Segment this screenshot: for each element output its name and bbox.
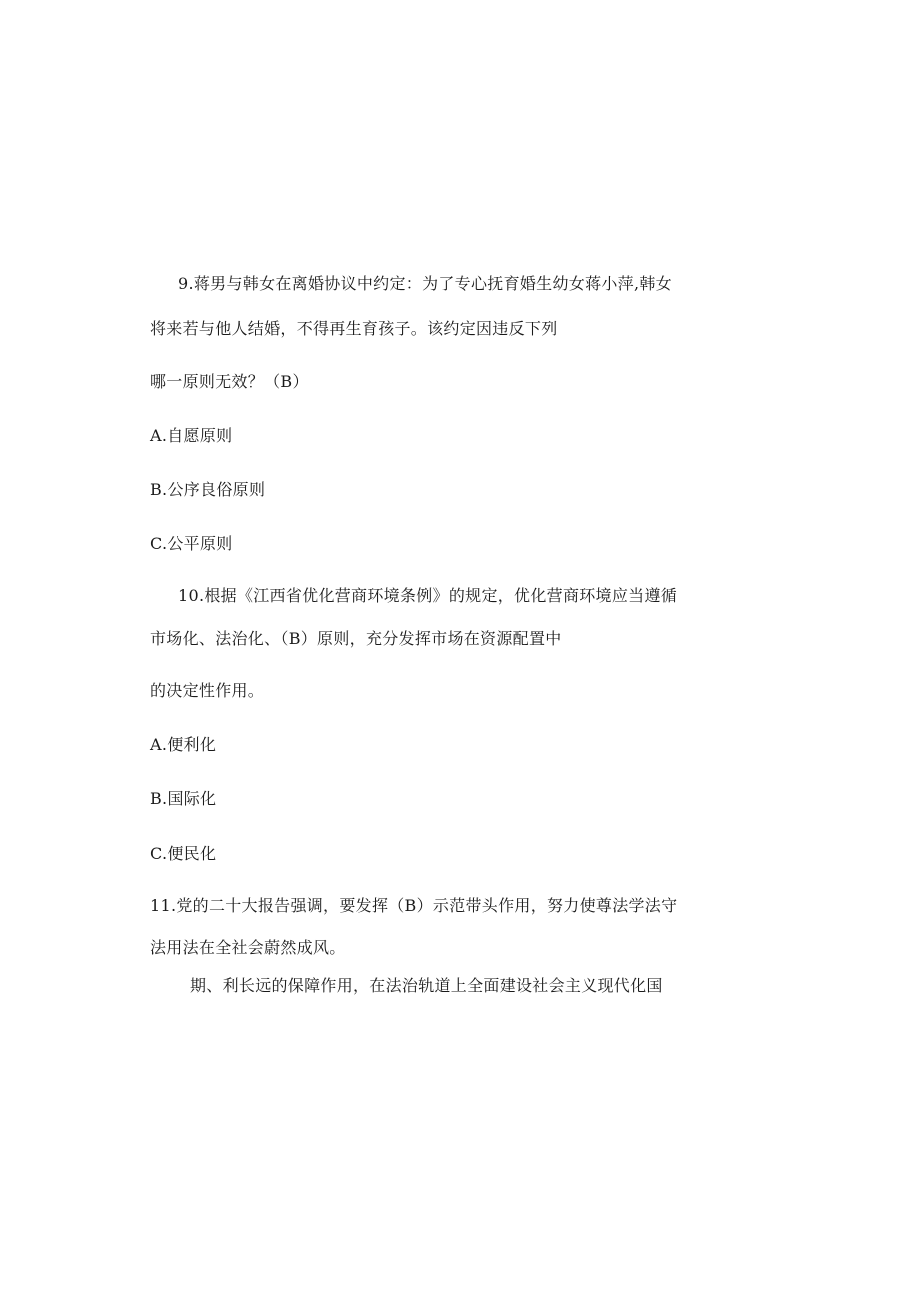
question-10-option-c: C.便民化 (150, 844, 217, 863)
trailing-text-line: 期、利长远的保障作用，在法治轨道上全面建设社会主义现代化国 (190, 976, 663, 995)
question-10-line-3: 的决定性作用。 (150, 681, 265, 700)
question-10-line-1: 10.根据《江西省优化营商环境条例》的规定，优化营商环境应当遵循 (178, 586, 678, 605)
question-10-option-a: A.便利化 (150, 735, 217, 754)
question-9-line-3: 哪一原则无效？（B） (150, 372, 309, 391)
question-9-line-2: 将来若与他人结婚，不得再生育孩子。该约定因违反下列 (150, 319, 558, 338)
question-10-line-2: 市场化、法治化、（B）原则，充分发挥市场在资源配置中 (150, 629, 562, 648)
question-11-line-2: 法用法在全社会蔚然成风。 (150, 938, 346, 957)
question-10-option-b: B.国际化 (150, 789, 217, 808)
question-9-line-1: 9.蒋男与韩女在离婚协议中约定：为了专心抚育婚生幼女蒋小萍,韩女 (178, 274, 672, 293)
question-9-option-a: A.自愿原则 (150, 426, 233, 445)
question-9-option-b: B.公序良俗原则 (150, 480, 266, 499)
question-11-line-1: 11.党的二十大报告强调，要发挥（B）示范带头作用，努力使尊法学法守 (150, 896, 678, 915)
question-9-option-c: C.公平原则 (150, 534, 233, 553)
